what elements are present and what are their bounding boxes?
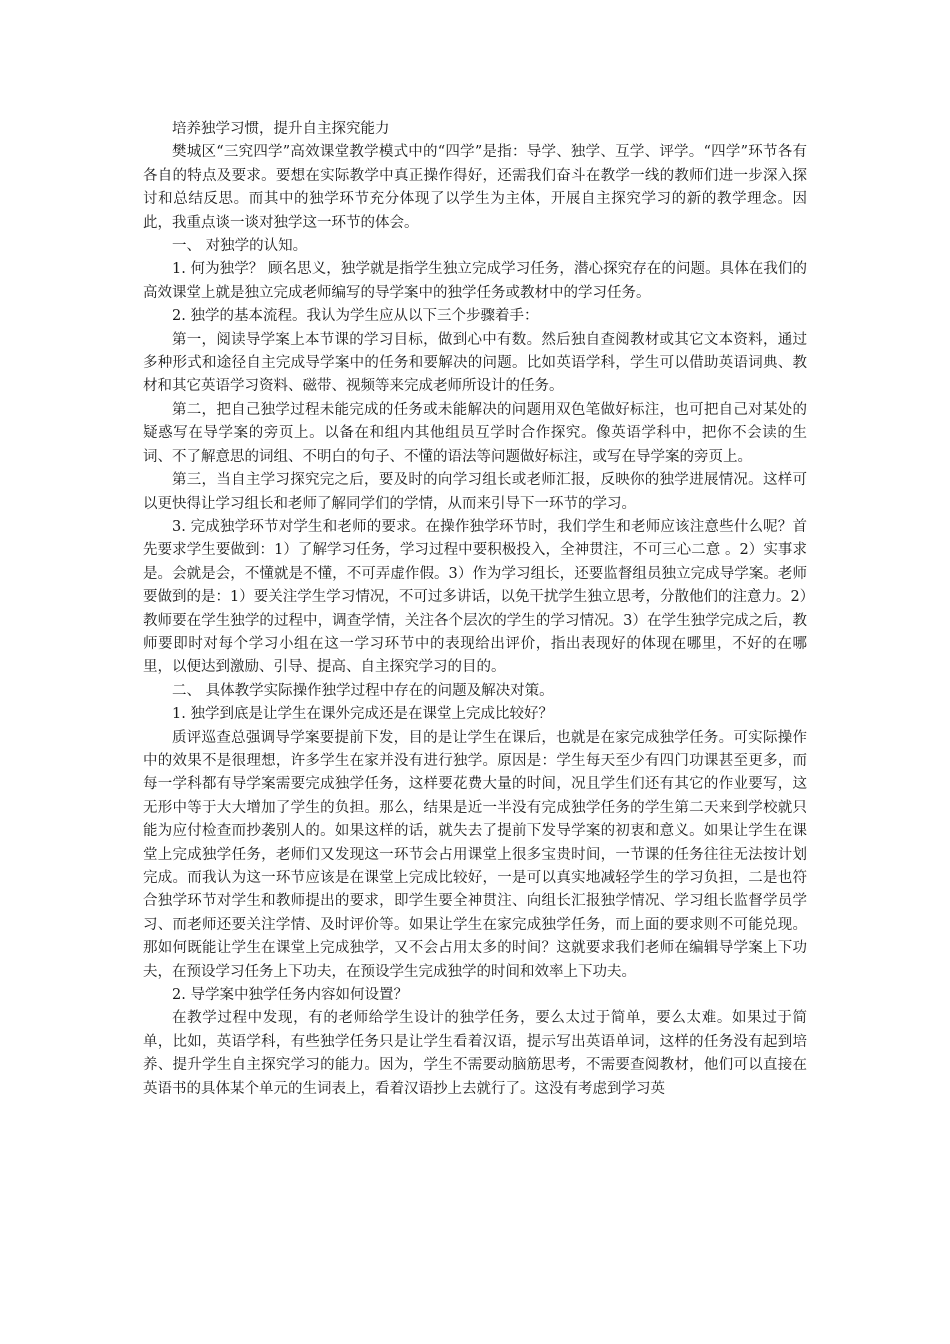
question-heading-2: 2. 导学案中独学任务内容如何设置？ xyxy=(172,987,408,1004)
paragraph-step-three: 第三，当自主学习探究完之后，要及时的向学习组长或老师汇报，反映你的独学进展情况。这样可以更快得让学习组长和老师了解同学们的学情，从而来引导下一环节的学习。 xyxy=(143,472,807,512)
paragraph-answer-2: 在教学过程中发现，有的老师给学生设计的独学任务，要么太过于简单，要么太难。如果过于简单，比如，英语学科，有些独学任务只是让学生看着汉语，提示写出英语单词，这样的任务没有起到培养、提升学生自主探究学习的能力。因为，学生不需要动脑筋思考，不需要查阅教材，他们可以直接在英语书的具体某个单元的生词表上，看着汉语抄上去就行了。这没有考虑到学习英 xyxy=(143,1010,807,1097)
section-heading-1: 一、 对独学的认知。 xyxy=(172,238,308,255)
paragraph-step-one: 第一，阅读导学案上本节课的学习目标，做到心中有数。然后独自查阅教材或其它文本资料，通过多种形式和途径自主完成导学案中的任务和要解决的问题。比如英语学科，学生可以借助英语词典、教材和其它英语学习资料、磁带、视频等来完成老师所设计的任务。 xyxy=(143,331,807,395)
paragraph-requirements: 3. 完成独学环节对学生和老师的要求。在操作独学环节时，我们学生和老师应该注意些什么呢？首先要求学生要做到：1）了解学习任务，学习过程中要积极投入，全神贯注，不可三心二意 。2）实事求是。会就是会，不懂就是不懂，不可弄虚作假。3）作为学习组长，还要监督组员独立完成导学案。老师要做到的是：1）要关注学生学习情况，不可过多讲话，以免干扰学生独立思考，分散他们的注意力。2）教师要在学生独学的过程中，调查学情，关注各个层次的学生的学习情况。3）在学生独学完成之后，教师要即时对每个学习小组在这一学习环节中的表现给出评价，指出表现好的体现在哪里，不好的在哪里，以便达到激励、引导、提高、自主探究学习的目的。 xyxy=(143,518,807,676)
paragraph-intro: 樊城区“三究四学”高效课堂教学模式中的“四学”是指：导学、独学、互学、评学。“四学”环节各有各自的特点及要求。要想在实际教学中真正操作得好，还需我们奋斗在教学一线的教师们进一步深入探讨和总结反思。而其中的独学环节充分体现了以学生为主体，开展自主探究学习的新的教学理念。因此，我重点谈一谈对独学这一环节的体会。 xyxy=(143,144,807,231)
paragraph-basic-process: 2. 独学的基本流程。我认为学生应从以下三个步骤着手： xyxy=(172,308,539,325)
paragraph-answer-1: 质评巡查总强调导学案要提前下发，目的是让学生在课后，也就是在家完成独学任务。可实际操作中的效果不是很理想，许多学生在家并没有进行独学。原因是：学生每天至少有四门功课甚至更多，而每一学科都有导学案需要完成独学任务，这样要花费大量的时间，况且学生们还有其它的作业要写，这无形中等于大大增加了学生的负担。那么，结果是近一半没有完成独学任务的学生第二天来到学校就只能为应付检查而抄袭别人的。如果这样的话，就失去了提前下发导学案的初衷和意义。如果让学生在课堂上完成独学任务，老师们又发现这一环节会占用课堂上很多宝贵时间，一节课的任务往往无法按计划完成。而我认为这一环节应该是在课堂上完成比较好，一是可以真实地减轻学生的学习负担，二是也符合独学环节对学生和教师提出的要求，即学生要全神贯注、向组长汇报独学情况、学习组长监督学员学习、而老师还要关注学情、及时评价等。如果让学生在家完成独学任务，而上面的要求则不可能兑现。那如何既能让学生在课堂上完成独学，又不会占用太多的时间？这就要求我们老师在编辑导学案上下功夫，在预设学习任务上下功夫，在预设学生完成独学的时间和效率上下功夫。 xyxy=(143,729,807,980)
paragraph-step-two: 第二，把自己独学过程未能完成的任务或未能解决的问题用双色笔做好标注，也可把自己对某处的疑惑写在导学案的旁页上。以备在和组内其他组员互学时合作探究。像英语学科中，把你不会读的生词、不了解意思的词组、不明白的句子、不懂的语法等问题做好标注，或写在导学案的旁页上。 xyxy=(143,401,807,465)
document-body xyxy=(143,118,807,1101)
question-heading-1: 1. 独学到底是让学生在课外完成还是在课堂上完成比较好？ xyxy=(172,706,553,723)
section-heading-2: 二、 具体教学实际操作独学过程中存在的问题及解决对策。 xyxy=(172,682,554,699)
document-title: 培养独学习惯，提升自主探究能力 xyxy=(172,121,390,137)
paragraph-what-is-independent-study: 1. 何为独学？ 顾名思义，独学就是指学生独立完成学习任务，潜心探究存在的问题。具体在我们的高效课堂上就是独立完成老师编写的导学案中的独学任务或教材中的学习任务。 xyxy=(143,261,807,301)
